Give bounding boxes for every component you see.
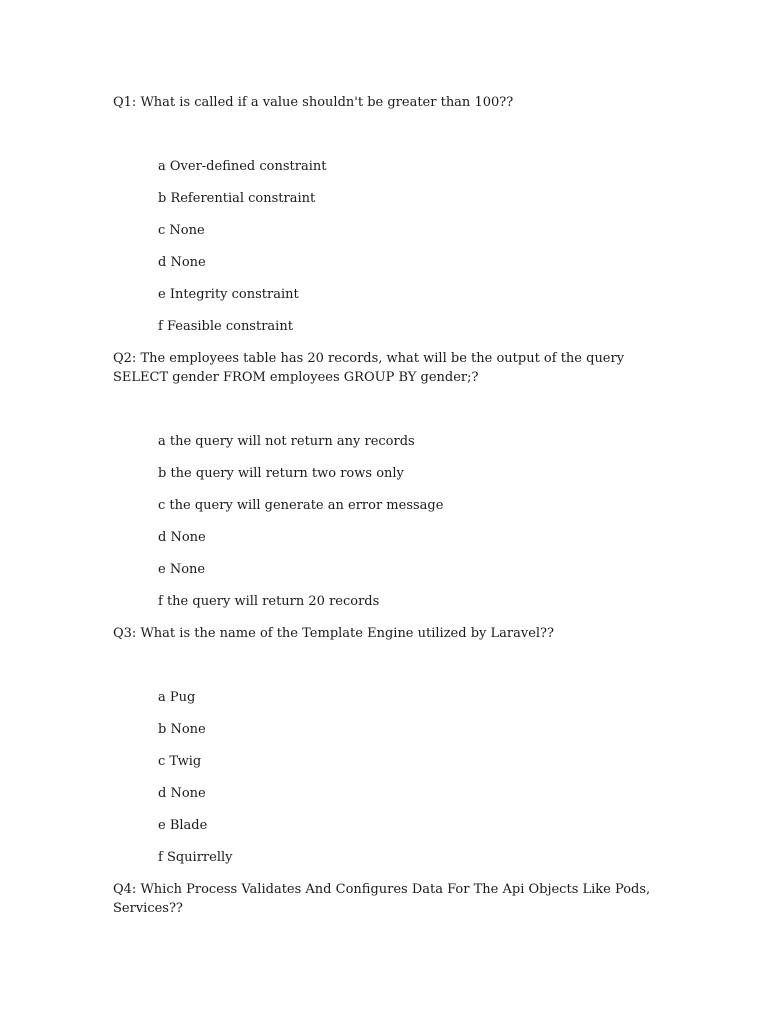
question-2-text: Q2: The employees table has 20 records, what will be the output of the query SELECT gender FROM employees GROUP BY gender;?: [113, 351, 625, 385]
question-3-option-c: c Twig: [158, 754, 202, 769]
question-3-option-b: b None: [158, 722, 206, 737]
question-3-option-a: a Pug: [158, 690, 196, 705]
question-4-text: Q4: Which Process Validates And Configures Data For The Api Objects Like Pods, Services??: [113, 882, 651, 916]
question-1-text: Q1: What is called if a value shouldn't be greater than 100??: [113, 95, 514, 110]
question-2-option-c: c the query will generate an error message: [158, 498, 444, 513]
question-3-option-d: d None: [158, 786, 206, 801]
question-1-option-d: d None: [158, 255, 206, 270]
question-2-option-d: d None: [158, 530, 206, 545]
question-1-option-c: c None: [158, 223, 205, 238]
question-1-option-e: e Integrity constraint: [158, 287, 299, 302]
question-1-option-b: b Referential constraint: [158, 191, 316, 206]
question-2-option-b: b the query will return two rows only: [158, 466, 404, 481]
question-1-option-f: f Feasible constraint: [158, 319, 293, 334]
question-1-option-a: a Over-defined constraint: [158, 159, 327, 174]
question-3-text: Q3: What is the name of the Template Engine utilized by Laravel??: [113, 626, 554, 641]
question-2-option-a: a the query will not return any records: [158, 434, 415, 449]
question-3-option-e: e Blade: [158, 818, 208, 833]
question-2-option-f: f the query will return 20 records: [158, 594, 380, 609]
question-2-option-e: e None: [158, 562, 206, 577]
question-3-option-f: f Squirrelly: [158, 850, 233, 865]
